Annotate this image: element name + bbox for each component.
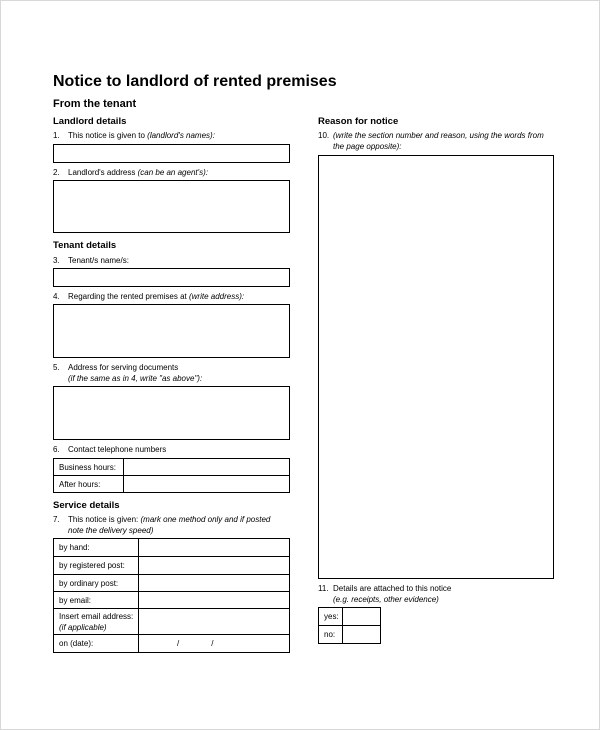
q4-number: 4. <box>53 292 60 301</box>
q6-label <box>53 444 166 455</box>
q11-text: Details are attached to this notice <box>333 584 452 593</box>
date-label: on (date): <box>54 635 139 653</box>
method-label: by hand: <box>54 539 139 557</box>
after-hours-label: After hours: <box>54 476 124 493</box>
no-checkbox[interactable] <box>343 626 381 644</box>
page-title: Notice to landlord of rented premises <box>53 73 337 90</box>
q6-number: 6. <box>53 445 60 454</box>
landlord-address-field[interactable] <box>53 180 290 233</box>
business-hours-label: Business hours: <box>54 459 124 476</box>
service-heading: Service details <box>53 500 120 511</box>
date-separator: / <box>211 639 214 648</box>
q3-text: Tenant/s name/s: <box>68 256 129 265</box>
business-hours-field[interactable] <box>124 459 290 476</box>
q10-number: 10. <box>318 131 330 140</box>
reason-field[interactable] <box>318 155 554 579</box>
table-row <box>54 459 290 476</box>
q1-hint: (landlord's names): <box>147 131 215 140</box>
q3-label <box>53 255 129 266</box>
premises-address-field[interactable] <box>53 304 290 358</box>
q7-text: This notice is given: <box>68 515 141 524</box>
tenant-names-field[interactable] <box>53 268 290 287</box>
email-label-hint: (if applicable) <box>59 622 107 632</box>
table-row <box>319 626 381 644</box>
q2-label <box>53 167 208 178</box>
q7-label <box>53 514 270 536</box>
q1-number: 1. <box>53 131 60 140</box>
method-label: by registered post: <box>54 557 139 575</box>
q10-hint-1: (write the section number and reason, using the words from <box>333 131 544 140</box>
subtitle: From the tenant <box>53 98 137 110</box>
q4-label <box>53 291 244 302</box>
serving-address-field[interactable] <box>53 386 290 440</box>
table-row <box>54 539 290 557</box>
service-table <box>53 538 290 653</box>
by-email-field[interactable] <box>139 592 290 609</box>
phone-table <box>53 458 290 493</box>
q2-text: Landlord's address <box>68 168 138 177</box>
q4-hint: (write address): <box>188 292 245 301</box>
date-field[interactable] <box>139 635 290 653</box>
q5-text: Address for serving documents <box>68 363 179 372</box>
tenant-heading: Tenant details <box>53 240 117 251</box>
q11-number: 11. <box>318 584 329 593</box>
landlord-name-field[interactable] <box>53 144 290 163</box>
q1-label <box>53 130 215 141</box>
table-row <box>54 592 290 609</box>
email-address-label <box>54 609 139 635</box>
table-row <box>54 557 290 575</box>
q1-text: This notice is given to <box>68 131 148 140</box>
ordinary-post-field[interactable] <box>139 575 290 592</box>
q10-hint-2: the page opposite): <box>333 142 402 151</box>
method-label: by email: <box>54 592 139 609</box>
method-label: by ordinary post: <box>54 575 139 592</box>
q2-number: 2. <box>53 168 60 177</box>
table-row <box>319 608 381 626</box>
registered-post-field[interactable] <box>139 557 290 575</box>
yes-checkbox[interactable] <box>343 608 381 626</box>
by-hand-field[interactable] <box>139 539 290 557</box>
reason-heading: Reason for notice <box>318 116 399 127</box>
q3-number: 3. <box>53 256 60 265</box>
q4-text: Regarding the rented premises at <box>68 292 189 301</box>
email-address-field[interactable] <box>139 609 290 635</box>
q11-label <box>318 583 451 605</box>
table-row <box>54 575 290 592</box>
attachments-table <box>318 607 381 644</box>
after-hours-field[interactable] <box>124 476 290 493</box>
q5-hint: (if the same as in 4, write "as above"): <box>68 374 203 383</box>
table-row <box>54 476 290 493</box>
table-row <box>54 609 290 635</box>
yes-label: yes: <box>319 608 343 626</box>
q7-number: 7. <box>53 515 60 524</box>
q7-hint-2: note the delivery speed) <box>68 526 154 535</box>
no-label: no: <box>319 626 343 644</box>
q5-number: 5. <box>53 363 60 372</box>
q5-label <box>53 362 202 384</box>
email-label-text: Insert email address: <box>59 611 134 621</box>
q2-hint: (can be an agent's): <box>137 168 209 177</box>
date-separator: / <box>177 639 180 648</box>
q11-hint: (e.g. receipts, other evidence) <box>333 595 439 604</box>
q7-hint-1: (mark one method only and if posted <box>140 515 271 524</box>
q6-text: Contact telephone numbers <box>68 445 167 454</box>
landlord-heading: Landlord details <box>53 116 127 127</box>
table-row <box>54 635 290 653</box>
q10-label <box>318 130 544 152</box>
